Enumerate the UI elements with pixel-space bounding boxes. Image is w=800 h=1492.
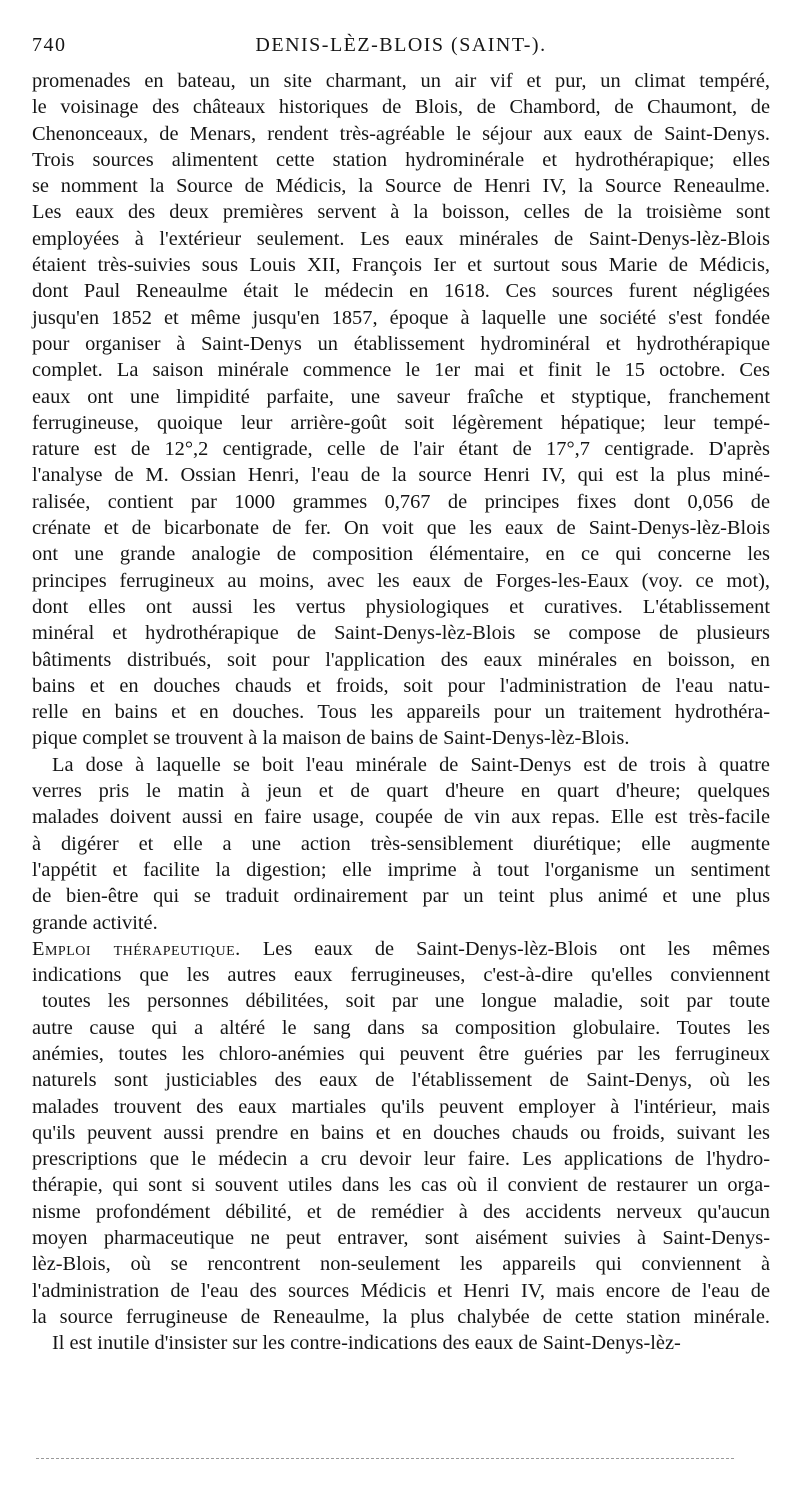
footer-rule	[36, 1458, 734, 1459]
text-line: bâtiments distribués, soit pour l'application des eaux minérales en boisson, en	[32, 648, 770, 671]
text-line: dont Paul Reneaulme était le médecin en 1618. Ces sources furent négligées	[32, 280, 770, 303]
section-heading: Emploi thérapeutique.	[32, 937, 241, 960]
text-line: ont une grande analogie de composition élémentaire, en ce qui concerne les	[32, 543, 770, 566]
text-line: complet. La saison minérale commence le 1er mai et finit le 15 octobre. Ces	[32, 359, 770, 382]
text-line: Les eaux des deux premières servent à la boisson, celles de la troisième sont	[32, 201, 770, 224]
text-line: eaux ont une limpidité parfaite, une saveur fraîche et styptique, franchement	[32, 385, 770, 408]
text-line: le voisinage des châteaux historiques de Blois, de Chambord, de Chaumont, de	[32, 96, 770, 119]
text-line: ralisée, contient par 1000 grammes 0,767 de principes fixes dont 0,056 de	[32, 490, 770, 513]
text-line: dont elles ont aussi les vertus physiologiques et curatives. L'établissement	[32, 595, 770, 618]
text-line: Chenonceaux, de Menars, rendent très-agréable le séjour aux eaux de Saint-Denys.	[32, 122, 770, 145]
text-line: crénate et de bicarbonate de fer. On voit que les eaux de Saint-Denys-lèz-Blois	[32, 517, 770, 540]
text-line: moyen pharmaceutique ne peut entraver, sont aisément suivies à Saint-Denys-	[32, 1227, 770, 1250]
body-text	[32, 68, 770, 1357]
text-line: La dose à laquelle se boit l'eau minérale de Saint-Denys est de trois à quatre	[52, 753, 770, 776]
text-line: se nomment la Source de Médicis, la Source de Henri IV, la Source Reneaulme.	[32, 175, 770, 198]
text-line: ferrugineuse, quoique leur arrière-goût soit légèrement hépatique; leur tempé-	[32, 411, 770, 434]
text-line: principes ferrugineux au moins, avec les eaux de Forges-les-Eaux (voy. ce mot),	[32, 569, 770, 592]
text-line: l'analyse de M. Ossian Henri, l'eau de la source Henri IV, qui est la plus miné-	[32, 464, 770, 487]
text-line: la source ferrugineuse de Reneaulme, la plus chalybée de cette station minérale.	[32, 1305, 770, 1328]
text-line: Trois sources alimentent cette station hydrominérale et hydrothérapique; elles	[32, 148, 770, 171]
page-header	[32, 30, 770, 68]
paragraph	[32, 68, 770, 752]
text-line: thérapie, qui sont si souvent utiles dans les cas où il convient de restaurer un orga-	[32, 1174, 770, 1197]
page-number: 740	[32, 34, 67, 56]
text-line: verres pris le matin à jeun et de quart d'heure en quart d'heure; quelques	[32, 780, 770, 803]
running-title: DENIS-LÈZ-BLOIS (SAINT-).	[255, 34, 547, 56]
text-line: étaient très-suivies sous Louis XII, François Ier et surtout sous Marie de Médicis,	[32, 254, 770, 277]
text-line: nisme profondément débilité, et de remédier à des accidents nerveux qu'aucun	[32, 1200, 770, 1223]
text-line: indications que les autres eaux ferrugineuses, c'est-à-dire qu'elles conviennent	[32, 964, 770, 987]
paragraph	[32, 936, 770, 1330]
text-line: qu'ils peuvent aussi prendre en bains et en douches chauds ou froids, suivant les	[32, 1121, 770, 1144]
text-line: minéral et hydrothérapique de Saint-Denys-lèz-Blois se compose de plusieurs	[32, 622, 770, 645]
text-line: prescriptions que le médecin a cru devoir leur faire. Les applications de l'hydro-	[32, 1148, 770, 1171]
text-line: à digérer et elle a une action très-sensiblement diurétique; elle augmente	[32, 832, 770, 855]
text-line: lèz-Blois, où se rencontrent non-seulement les appareils qui conviennent à	[32, 1253, 770, 1276]
text-line: Il est inutile d'insister sur les contre-indications des eaux de Saint-Denys-lèz-	[52, 1332, 681, 1355]
text-line: pique complet se trouvent à la maison de bains de Saint-Denys-lèz-Blois.	[32, 727, 630, 750]
paragraph	[32, 752, 770, 936]
text-line: relle en bains et en douches. Tous les appareils pour un traitement hydrothéra-	[32, 701, 770, 724]
text-line: malades trouvent des eaux martiales qu'ils peuvent employer à l'intérieur, mais	[32, 1095, 770, 1118]
text-line: pour organiser à Saint-Denys un établissement hydrominéral et hydrothérapique	[32, 332, 770, 355]
text-line: l'appétit et facilite la digestion; elle imprime à tout l'organisme un sentiment	[32, 858, 770, 881]
text-line: naturels sont justiciables des eaux de l'établissement de Saint-Denys, où les	[32, 1069, 770, 1092]
paragraph	[32, 1330, 770, 1356]
text-line: rature est de 12°,2 centigrade, celle de l'air étant de 17°,7 centigrade. D'après	[32, 438, 770, 461]
text-line: de bien-être qui se traduit ordinairement par un teint plus animé et une plus	[32, 885, 770, 908]
text-line: l'administration de l'eau des sources Médicis et Henri IV, mais encore de l'eau de	[32, 1279, 770, 1302]
text-line: autre cause qui a altéré le sang dans sa composition globulaire. Toutes les	[32, 1016, 770, 1039]
text-line: promenades en bateau, un site charmant, un air vif et pur, un climat tempéré,	[32, 70, 770, 92]
text-line: toutes les personnes débilitées, soit par une longue maladie, soit par toute	[42, 990, 770, 1013]
text-line: bains et en douches chauds et froids, soit pour l'administration de l'eau natu-	[32, 674, 770, 697]
text-line: Emploi thérapeutique. Les eaux de Saint-Denys-lèz-Blois ont les mêmes	[32, 937, 770, 960]
text-line: malades doivent aussi en faire usage, coupée de vin aux repas. Elle est très-facile	[32, 806, 770, 829]
text-line: grande activité.	[32, 911, 158, 934]
text-line: employées à l'extérieur seulement. Les eaux minérales de Saint-Denys-lèz-Blois	[32, 227, 770, 250]
text-line: jusqu'en 1852 et même jusqu'en 1857, époque à laquelle une société s'est fondée	[32, 306, 770, 329]
text-line: anémies, toutes les chloro-anémies qui peuvent être guéries par les ferrugineux	[32, 1042, 770, 1065]
